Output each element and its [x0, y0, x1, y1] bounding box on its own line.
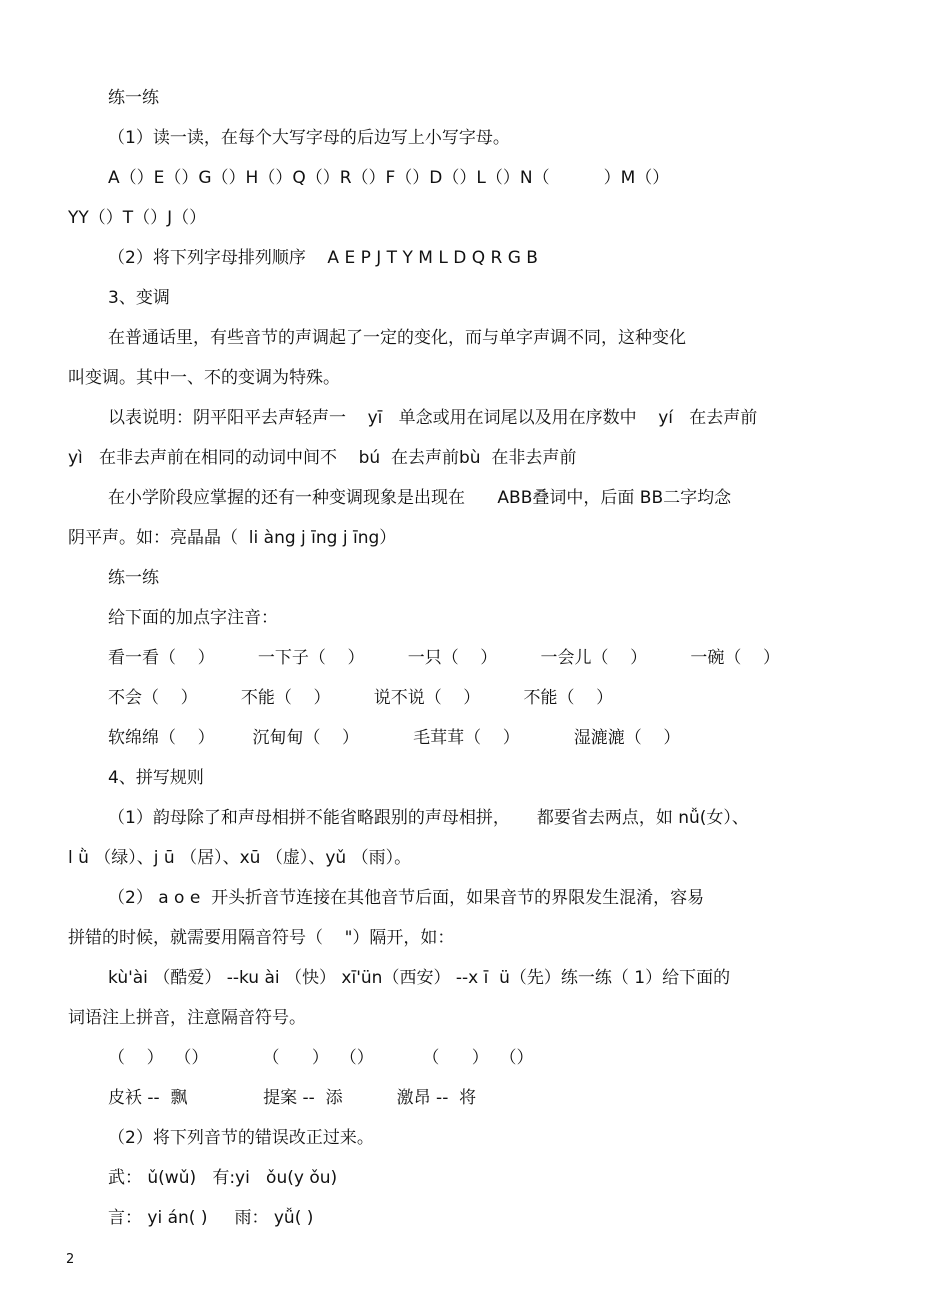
heading-practice-1: 练一练 [108, 88, 159, 108]
rule-2-examples-cont: 词语注上拼音，注意隔音符号。 [68, 1008, 306, 1028]
rule-1: （1）韵母除了和声母相拼不能省略跟别的声母相拼， 都要省去两点，如 nǚ(女）、 [108, 808, 749, 828]
letters-row-1: A（）E（）G（）H（）Q（）R（）F（）D（）L（）N（ ）M（） [108, 168, 670, 188]
rule-2-examples: kù'ài （酷爱） --ku ài （快） xī'ün（西安） --x ī ü（先）练一练（ 1）给下面的 [108, 968, 731, 988]
rule-2: （2） a o e 开头折音节连接在其他音节后面，如果音节的界限发生混淆，容易 [108, 888, 705, 908]
paragraph-abb-cont: 阴平声。如：亮晶晶（ li àng j īng j īng） [68, 528, 397, 548]
annotate-row-1: 看一看（ ） 一下子（ ） 一只（ ） 一会儿（ ） 一碗（ ） [108, 648, 780, 668]
letters-row-2: YY（）T（）J（） [68, 208, 207, 228]
annotate-row-3: 软绵绵（ ） 沉甸甸（ ） 毛茸茸（ ） 湿漉漉（ ） [108, 728, 681, 748]
heading-practice-2: 练一练 [108, 568, 159, 588]
paragraph-tone-change-cont: 叫变调。其中一、不的变调为特殊。 [68, 368, 340, 388]
word-pairs-row: 皮袄 -- 飘 提案 -- 添 激昂 -- 将 [108, 1088, 477, 1108]
paragraph-table-explain: 以表说明：阴平阳平去声轻声一 yī 单念或用在词尾以及用在序数中 yí 在去声前 [108, 408, 758, 428]
exercise-1-instruction: （1）读一读，在每个大写字母的后边写上小写字母。 [108, 128, 510, 148]
paragraph-tone-change: 在普通话里，有些音节的声调起了一定的变化，而与单字声调不同，这种变化 [108, 328, 686, 348]
paragraph-abb: 在小学阶段应掌握的还有一种变调现象是出现在 ABB叠词中，后面 BB二字均念 [108, 488, 732, 508]
page-number: 2 [66, 1252, 75, 1267]
pinyin-blanks-row: （ ） （） （ ） （） （ ） （） [108, 1048, 534, 1068]
correction-instruction: （2）将下列音节的错误改正过来。 [108, 1128, 374, 1148]
annotate-instruction: 给下面的加点字注音： [108, 608, 278, 628]
correction-row-1: 武： ǔ(wǔ) 有:yi ǒu(y ǒu) [108, 1168, 338, 1188]
correction-row-2: 言： yi án( ) 雨： yǚ( ) [108, 1208, 314, 1228]
paragraph-table-explain-cont: yì 在非去声前在相同的动词中间不 bú 在去声前bù 在非去声前 [68, 448, 577, 468]
annotate-row-2: 不会（ ） 不能（ ） 说不说（ ） 不能（ ） [108, 688, 614, 708]
exercise-2-instruction: （2）将下列字母排列顺序 A E P J T Y M L D Q R G B [108, 248, 538, 268]
section-3-heading: 3、变调 [108, 288, 170, 308]
section-4-heading: 4、拼写规则 [108, 768, 204, 788]
rule-2-cont: 拼错的时候，就需要用隔音符号（ "）隔开，如： [68, 928, 455, 948]
rule-1-examples: l ǜ （绿）、j ū （居）、xū （虚）、yǔ （雨）。 [68, 848, 412, 868]
